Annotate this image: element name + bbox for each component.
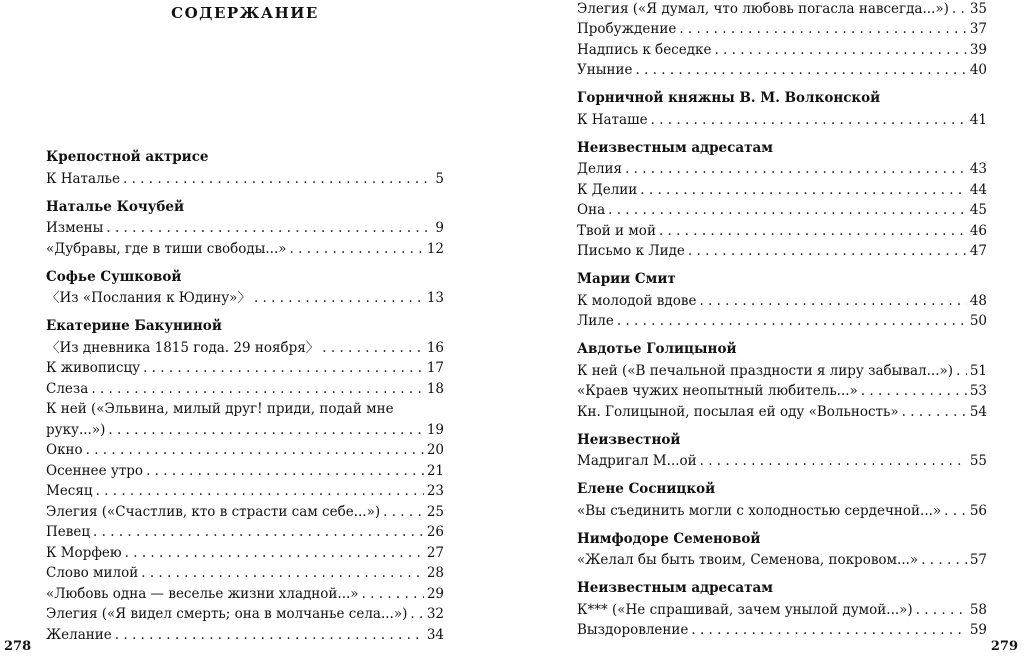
entry-title: К Наталье	[46, 170, 120, 187]
section-title: Марии Смит	[577, 271, 676, 287]
entry-row	[577, 361, 987, 381]
entry-row	[46, 338, 444, 358]
entry-page-number: 44	[969, 181, 987, 198]
toc-entry[interactable]	[46, 378, 444, 399]
entry-row	[46, 625, 444, 645]
toc-section	[577, 269, 987, 331]
entry-title: Элегия («Я видел смерть; она в молчанье села...»)	[46, 606, 408, 622]
entry-title: Делия	[577, 161, 623, 177]
entry-title: К молодой вдове	[577, 292, 697, 309]
dot-leader	[106, 218, 427, 238]
toc-entry[interactable]	[46, 604, 444, 625]
dot-leader	[625, 159, 967, 179]
entry-title: 〈Из «Послания к Юдину»〉	[46, 290, 251, 306]
entry-page-number: 46	[969, 222, 987, 239]
entry-row	[577, 381, 987, 401]
dot-leader	[96, 481, 424, 501]
entry-title: Пробуждение	[577, 21, 677, 37]
dot-leader	[688, 241, 967, 261]
dot-leader	[254, 288, 424, 308]
dot-leader	[691, 620, 966, 640]
entry-row	[577, 60, 987, 80]
section-title: Елене Сосницкой	[577, 481, 716, 497]
right-page	[512, 0, 1024, 656]
entry-title: «Краев чужих неопытный любитель...»	[577, 383, 858, 399]
toc-section	[577, 88, 987, 130]
toc-entry[interactable]	[577, 451, 987, 472]
dot-leader	[952, 0, 967, 19]
toc-entry[interactable]	[577, 19, 987, 40]
entry-page-number: 47	[969, 243, 987, 259]
entry-page-number: 17	[426, 360, 444, 376]
entry-page-number: 58	[969, 601, 987, 618]
dot-leader	[383, 502, 424, 522]
dot-leader	[290, 239, 424, 259]
dot-leader	[86, 440, 424, 460]
entry-page-number: 37	[969, 21, 987, 37]
dot-leader	[141, 563, 424, 583]
entry-page-number: 12	[426, 240, 444, 257]
entry-title: Элегия («Я думал, что любовь погасла навсегда...»)	[577, 0, 949, 17]
section-title: Авдотье Голицыной	[577, 341, 737, 357]
toc-entry[interactable]	[577, 500, 987, 521]
dot-leader	[659, 221, 967, 241]
page-number-left: 278	[4, 639, 32, 654]
toc-entry[interactable]	[46, 399, 444, 440]
toc-entry[interactable]	[577, 0, 987, 19]
entry-page-number: 50	[969, 313, 987, 329]
dot-leader	[679, 19, 966, 39]
entry-page-number: 19	[426, 421, 444, 438]
toc-entry[interactable]	[577, 401, 987, 422]
entry-row	[46, 461, 444, 481]
entry-title: Слеза	[46, 380, 89, 397]
toc-entry[interactable]	[46, 288, 444, 309]
entry-page-number: 13	[426, 290, 444, 306]
page-title: СОДЕРЖАНИЕ	[171, 4, 319, 22]
entry-page-number: 5	[435, 170, 444, 187]
entry-page-number: 29	[426, 585, 444, 602]
section-title: Горничной княжны В. М. Волконской	[577, 90, 881, 106]
entry-page-number: 27	[426, 544, 444, 561]
toc-section	[46, 316, 444, 645]
toc-entry[interactable]	[577, 179, 987, 200]
toc-entry[interactable]	[46, 481, 444, 502]
entry-page-number: 16	[426, 339, 444, 356]
entry-title: Месяц	[46, 483, 93, 499]
toc-entry[interactable]	[46, 522, 444, 543]
entry-title: 〈Из дневника 1815 года. 29 ноября〉	[46, 339, 320, 356]
entry-page-number: 45	[969, 202, 987, 218]
dot-leader	[640, 180, 967, 200]
dot-leader	[115, 625, 424, 645]
entry-title: «Любовь одна — веселье жизни хладной...»	[46, 585, 359, 602]
section-title: Неизвестной	[577, 431, 681, 448]
toc-entry[interactable]	[577, 60, 987, 81]
entry-row	[46, 440, 444, 460]
dot-leader	[146, 461, 424, 481]
toc-entry[interactable]	[577, 220, 987, 241]
entry-title: К*** («Не спрашивай, зачем унылой думой...»)	[577, 601, 913, 618]
entry-title: «Желал бы быть твоим, Семенова, покровом...»	[577, 552, 919, 568]
entry-title: Осеннее утро	[46, 462, 144, 479]
section-title: Нимфодоре Семеновой	[577, 530, 761, 547]
toc-entry[interactable]	[46, 358, 444, 379]
entry-page-number: 32	[426, 606, 444, 622]
toc-section	[577, 339, 987, 422]
toc-entry[interactable]	[577, 550, 987, 571]
dot-leader	[714, 40, 966, 60]
entry-page-number: 40	[969, 62, 987, 78]
entry-row	[46, 358, 444, 378]
toc-section	[46, 267, 444, 309]
entry-row	[46, 420, 444, 440]
entry-row	[46, 239, 444, 259]
dot-leader	[608, 200, 967, 220]
entry-title: Измены	[46, 220, 104, 236]
toc-entry[interactable]	[577, 311, 987, 332]
entry-page-number: 18	[426, 380, 444, 397]
toc-entry[interactable]	[46, 440, 444, 461]
entry-page-number: 26	[426, 524, 444, 540]
entry-row	[577, 311, 987, 331]
entry-page-number: 25	[426, 503, 444, 520]
toc-entry[interactable]	[46, 218, 444, 239]
entry-title: Надпись к беседке	[577, 41, 712, 58]
toc-entry[interactable]	[577, 200, 987, 221]
toc-entry[interactable]	[577, 159, 987, 180]
dot-leader	[362, 584, 424, 604]
entry-row	[577, 159, 987, 179]
dot-leader	[956, 361, 967, 381]
dot-leader	[635, 60, 966, 80]
entry-title: Твой и мой	[577, 222, 656, 239]
entry-page-number: 20	[426, 442, 444, 458]
toc-section	[46, 147, 444, 189]
toc-section	[577, 529, 987, 571]
entry-page-number: 57	[969, 552, 987, 568]
entry-title-continued: руку...»)	[46, 421, 106, 438]
toc-entry[interactable]	[577, 599, 987, 620]
entry-page-number: 39	[969, 41, 987, 58]
entry-row	[577, 620, 987, 640]
entry-page-number: 43	[969, 161, 987, 177]
toc-entry[interactable]	[46, 542, 444, 563]
entry-page-number: 21	[426, 462, 444, 479]
toc-section	[577, 430, 987, 472]
toc-left	[46, 147, 444, 653]
entry-title: Письмо к Лиде	[577, 243, 685, 259]
entry-page-number: 35	[969, 0, 987, 17]
entry-row	[46, 481, 444, 501]
toc-entry[interactable]	[577, 290, 987, 311]
entry-page-number: 28	[426, 565, 444, 581]
entry-page-number: 53	[969, 383, 987, 399]
entry-title: «Вы съединить могли с холодностью сердечной...»	[577, 502, 942, 519]
entry-title: Слово милой	[46, 565, 139, 581]
entry-row	[577, 402, 987, 422]
section-title: Екатерине Бакуниной	[46, 318, 222, 334]
dot-leader	[861, 381, 967, 401]
toc-section	[577, 578, 987, 640]
toc-entry[interactable]	[577, 360, 987, 381]
section-title: Неизвестным адресатам	[577, 139, 773, 156]
page-number-right: 279	[990, 639, 1018, 654]
entry-page-number: 59	[969, 622, 987, 638]
entry-row	[577, 200, 987, 220]
toc-entry[interactable]	[577, 381, 987, 402]
entry-row	[577, 501, 987, 521]
entry-row	[46, 218, 444, 238]
entry-title: Окно	[46, 442, 83, 458]
entry-row	[577, 451, 987, 471]
dot-leader	[921, 550, 967, 570]
dot-leader	[93, 522, 424, 542]
toc-entry[interactable]	[46, 501, 444, 522]
dot-leader	[944, 501, 967, 521]
entry-row	[577, 40, 987, 60]
entry-title: К ней («В печальной праздности я лиру забывал...»)	[577, 362, 954, 379]
entry-page-number: 51	[969, 362, 987, 379]
entry-page-number: 9	[435, 220, 444, 236]
dot-leader	[108, 420, 423, 440]
entry-row	[46, 288, 444, 308]
dot-leader	[651, 110, 967, 130]
toc-entry[interactable]	[46, 238, 444, 259]
entry-title: Она	[577, 202, 606, 218]
entry-row	[577, 221, 987, 241]
entry-page-number: 54	[969, 403, 987, 420]
toc-entry[interactable]	[577, 109, 987, 130]
entry-title: Кн. Голицыной, посылая ей оду «Вольность»	[577, 403, 899, 420]
entry-page-number: 34	[426, 626, 444, 643]
toc-entry[interactable]	[46, 337, 444, 358]
toc-entry[interactable]	[46, 563, 444, 584]
entry-row	[46, 502, 444, 522]
dot-leader	[410, 604, 423, 624]
toc-entry[interactable]	[46, 460, 444, 481]
entry-page-number: 55	[969, 453, 987, 469]
entry-page-number: 41	[969, 111, 987, 128]
section-title: Софье Сушковой	[46, 268, 182, 285]
entry-title: К Морфею	[46, 544, 122, 561]
dot-leader	[91, 379, 424, 399]
entry-title: Уныние	[577, 62, 633, 78]
entry-row	[577, 19, 987, 39]
dot-leader	[617, 311, 967, 331]
entry-title: «Дубравы, где в тиши свободы...»	[46, 240, 287, 257]
toc-entry[interactable]	[46, 583, 444, 604]
entry-row	[46, 169, 444, 189]
entry-row	[577, 0, 987, 19]
dot-leader	[700, 451, 967, 471]
entry-row	[46, 584, 444, 604]
entry-title: Певец	[46, 524, 91, 540]
toc-entry[interactable]	[46, 624, 444, 645]
entry-row	[46, 379, 444, 399]
entry-title: К Делии	[577, 181, 638, 198]
entry-title: Лиле	[577, 313, 614, 329]
entry-row	[46, 543, 444, 563]
dot-leader	[916, 600, 967, 620]
dot-leader	[143, 358, 424, 378]
toc-entry[interactable]	[577, 241, 987, 262]
toc-entry[interactable]	[577, 620, 987, 641]
entry-row	[577, 241, 987, 261]
entry-title: К Наташе	[577, 111, 648, 128]
entry-title: Выздоровление	[577, 622, 689, 638]
section-title: Наталье Кочубей	[46, 198, 184, 215]
toc-section	[46, 197, 444, 259]
entry-row	[577, 550, 987, 570]
entry-row	[577, 291, 987, 311]
entry-row	[46, 604, 444, 624]
toc-right	[577, 0, 987, 648]
toc-section	[577, 479, 987, 521]
entry-title: К ней («Эльвина, милый друг! приди, подай мне	[46, 400, 394, 417]
entry-title: Мадригал М...ой	[577, 453, 697, 469]
toc-section	[577, 0, 987, 80]
entry-page-number: 56	[969, 502, 987, 519]
toc-entry[interactable]	[577, 39, 987, 60]
dot-leader	[125, 543, 424, 563]
entry-row	[46, 563, 444, 583]
section-title: Крепостной актрисе	[46, 149, 209, 165]
entry-row	[577, 180, 987, 200]
entry-title: Желание	[46, 626, 112, 643]
dot-leader	[123, 169, 427, 189]
entry-page-number: 23	[426, 483, 444, 499]
toc-section	[577, 138, 987, 262]
entry-page-number: 48	[969, 292, 987, 309]
entry-row	[46, 522, 444, 542]
toc-entry[interactable]	[46, 168, 444, 189]
dot-leader	[322, 338, 424, 358]
section-title: Неизвестным адресатам	[577, 580, 773, 596]
entry-row	[577, 110, 987, 130]
entry-title: К живописцу	[46, 360, 141, 376]
dot-leader	[902, 402, 967, 422]
entry-title: Элегия («Счастлив, кто в страсти сам себе...»)	[46, 503, 381, 520]
dot-leader	[699, 291, 966, 311]
entry-row	[577, 600, 987, 620]
